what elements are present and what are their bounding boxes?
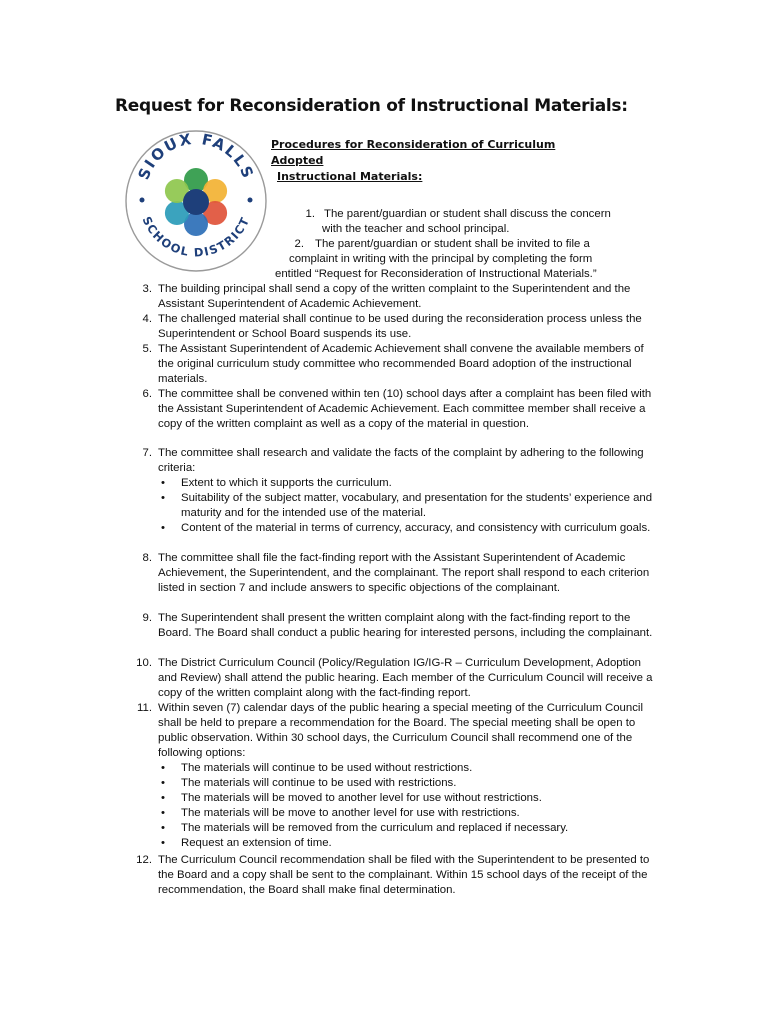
item-text: The building principal shall send a copy of the written complaint to the Superintendent and the Assistant Superintendent of Academic Achievement. — [158, 283, 631, 310]
district-logo — [120, 126, 272, 276]
subtitle-line-2: Instructional Materials: — [277, 170, 423, 183]
item-text: The Assistant Superintendent of Academic Achievement shall convene the available members of the original curriculum study committee who recommended Board adoption of the instructional materials. — [158, 343, 644, 385]
item-number: 4. — [142, 313, 152, 325]
options-list — [158, 761, 658, 851]
item-text: The District Curriculum Council (Policy/Regulation IG/IG-R – Curriculum Development, Adoption and Review) shall attend the public hearing. Each member of the Curriculum Council will receive a copy of the written complaint along with the fact-finding report. — [158, 657, 653, 699]
bullet-item: • The materials will be moved to another level for use without restrictions. — [158, 791, 658, 806]
criteria-list — [158, 476, 658, 536]
item-2-line-2: complaint in writing with the principal by completing the form — [289, 253, 593, 265]
item-number: 9. — [142, 612, 152, 624]
item-number: 6. — [142, 388, 152, 400]
item-1-line-1: The parent/guardian or student shall discuss the concern — [324, 208, 611, 220]
item-text: The Superintendent shall present the written complaint along with the fact-finding report to the Board. The Board shall conduct a public hearing for interested persons, including the complainant. — [158, 612, 653, 639]
logo-top-text: SIOUX FALLS — [134, 129, 258, 183]
item-number: 7. — [142, 447, 152, 459]
bullet-item: • The materials will be move to another level for use with restrictions. — [158, 806, 658, 821]
bullet-item: • Request an extension of time. — [158, 836, 658, 851]
logo-bottom-text: SCHOOL DISTRICT — [139, 214, 253, 260]
item-2-line-3: entitled “Request for Reconsideration of Instructional Materials.” — [275, 268, 597, 280]
item-number: 5. — [142, 343, 152, 355]
document-title: Request for Reconsideration of Instructional Materials: — [115, 96, 628, 116]
bullet-item: • The materials will be removed from the curriculum and replaced if necessary. — [158, 821, 658, 836]
item-1-number: 1. — [305, 208, 315, 220]
item-number: 12. — [136, 854, 152, 866]
item-text: The committee shall file the fact-finding report with the Assistant Superintendent of Academic Achievement, the Superintendent, and the complainant. The report shall respond to each criterion listed in section 7 and include answers to specific objections of the complainant. — [158, 552, 650, 594]
item-number: 3. — [142, 283, 152, 295]
item-text: Within seven (7) calendar days of the public hearing a special meeting of the Curriculum Council shall be held to prepare a recommendation for the Board. The special meeting shall be open to public observation. Within 30 school days, the Curriculum Council shall recommend one of the following options: — [158, 702, 643, 759]
subtitle-line-1: Procedures for Reconsideration of Curriculum Adopted — [271, 138, 556, 167]
procedures-subtitle — [271, 137, 611, 185]
bullet-item: • The materials will continue to be used without restrictions. — [158, 761, 658, 776]
item-1-line-2: with the teacher and school principal. — [322, 223, 510, 235]
item-2-line-1: The parent/guardian or student shall be invited to file a — [315, 238, 590, 250]
item-text: The committee shall research and validate the facts of the complaint by adhering to the following criteria: — [158, 447, 644, 474]
item-text: The committee shall be convened within ten (10) school days after a complaint has been filed with the Assistant Superintendent of Academic Achievement. Each committee member shall receive a copy of the written complaint as well as a copy of the material in question. — [158, 388, 652, 430]
item-number: 8. — [142, 552, 152, 564]
item-text: The Curriculum Council recommendation shall be filed with the Superintendent to be presented to the Board and a copy shall be sent to the complainant. Within 15 school days of the receipt of the recommendation, the Board shall make final determination. — [158, 854, 650, 896]
bullet-item: • The materials will continue to be used with restrictions. — [158, 776, 658, 791]
item-2-number: 2. — [294, 238, 304, 250]
bullet-item: • Suitability of the subject matter, vocabulary, and presentation for the students’ experience and maturity and for the intended use of the material. — [158, 491, 658, 521]
bullet-item: • Extent to which it supports the curriculum. — [158, 476, 658, 491]
bullet-item: • Content of the material in terms of currency, accuracy, and consistency with curriculum goals. — [158, 521, 658, 536]
item-number: 10. — [136, 657, 152, 669]
item-text: The challenged material shall continue to be used during the reconsideration process unless the Superintendent or School Board suspends its use. — [158, 313, 642, 340]
logo-center-circle — [183, 189, 209, 215]
item-11-body — [158, 701, 658, 851]
item-7-body — [158, 446, 658, 536]
item-number: 11. — [137, 702, 152, 714]
